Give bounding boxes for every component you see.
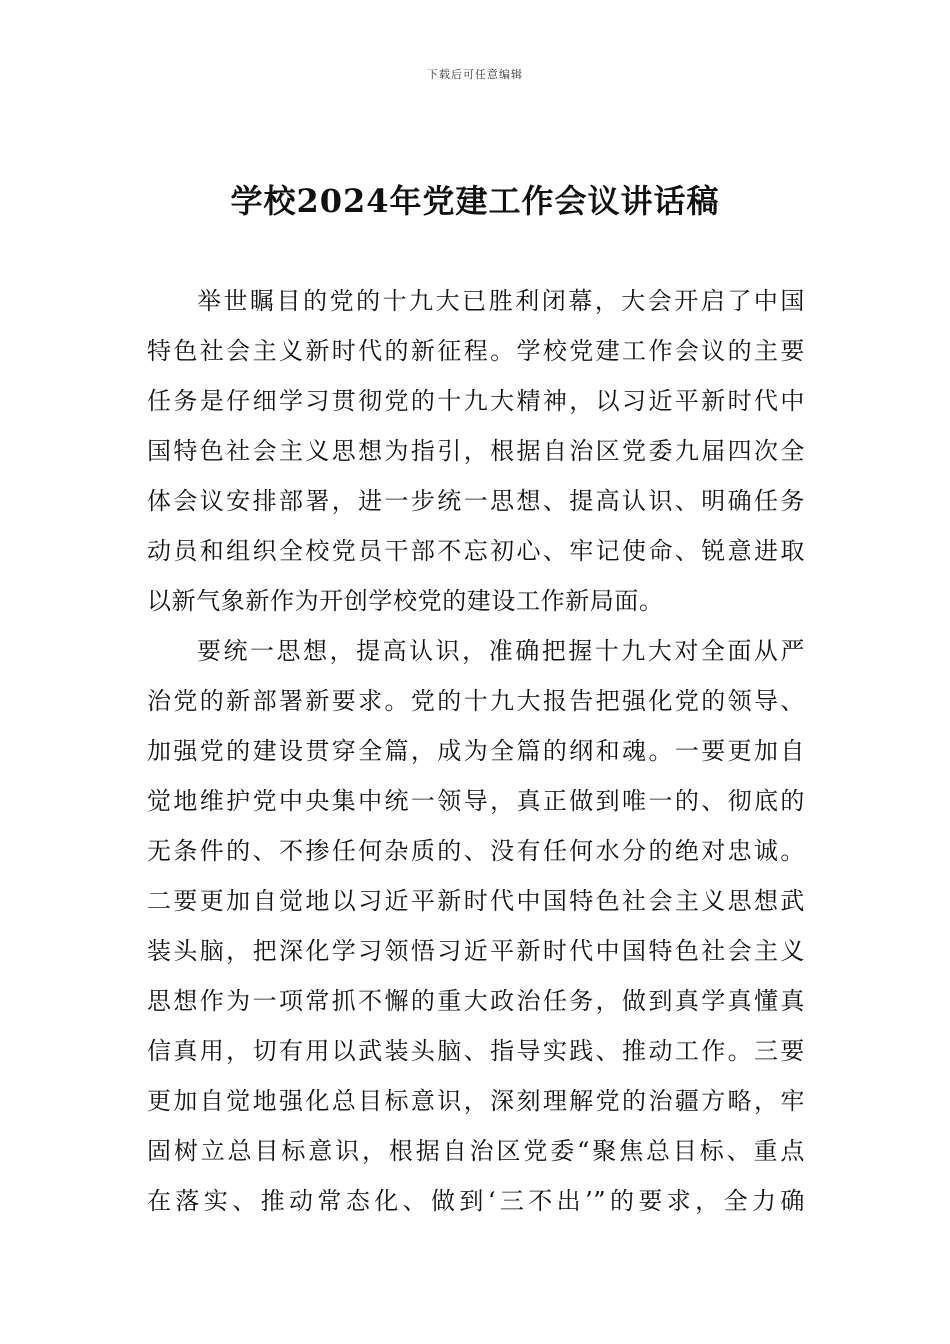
paragraph-2-line-7: 装头脑，把深化学习领悟习近平新时代中国特色社会主义 [147,937,805,965]
paragraph-2-line-4: 觉地维护党中央集中统一领导，真正做到唯一的、彻底的 [147,787,805,815]
paragraph-2-line-10: 更加自觉地强化总目标意识，深刻理解党的治疆方略，牢 [147,1087,805,1115]
paragraph-2-line-5: 无条件的、不掺任何杂质的、没有任何水分的绝对忠诚。 [147,837,805,865]
paragraph-1-line-3: 任务是仔细学习贯彻党的十九大精神，以习近平新时代中 [147,387,805,415]
paragraph-1-line-2: 特色社会主义新时代的新征程。学校党建工作会议的主要 [147,337,805,365]
paragraph-2-line-11: 固树立总目标意识，根据自治区党委“聚焦总目标、重点 [147,1137,805,1165]
paragraph-2-line-6: 二要更加自觉地以习近平新时代中国特色社会主义思想武 [147,887,805,915]
paragraph-2-line-9: 信真用，切有用以武装头脑、指导实践、推动工作。三要 [147,1037,805,1065]
paragraph-2-line-3: 加强党的建设贯穿全篇，成为全篇的纲和魂。一要更加自 [147,737,805,765]
paragraph-1-line-7: 以新气象新作为开创学校党的建设工作新局面。 [147,587,664,615]
document-title: 学校2024年党建工作会议讲话稿 [230,182,720,220]
paragraph-2-line-8: 思想作为一项常抓不懈的重大政治任务，做到真学真懂真 [147,987,805,1015]
paragraph-1-line-1: 举世瞩目的党的十九大已胜利闭幕，大会开启了中国 [197,287,805,315]
paragraph-2-line-1: 要统一思想，提高认识，准确把握十九大对全面从严 [197,637,805,665]
paragraph-2-line-2: 治党的新部署新要求。党的十九大报告把强化党的领导、 [147,687,805,715]
header-note: 下载后可任意编辑 [427,68,523,81]
paragraph-1-line-6: 动员和组织全校党员干部不忘初心、牢记使命、锐意进取 [147,537,805,565]
paragraph-1-line-4: 国特色社会主义思想为指引，根据自治区党委九届四次全 [147,437,805,465]
paragraph-2-line-12: 在落实、推动常态化、做到‘三不出’”的要求，全力确 [147,1187,805,1215]
paragraph-1-line-5: 体会议安排部署，进一步统一思想、提高认识、明确任务 [147,487,805,515]
document-body [147,276,805,1226]
